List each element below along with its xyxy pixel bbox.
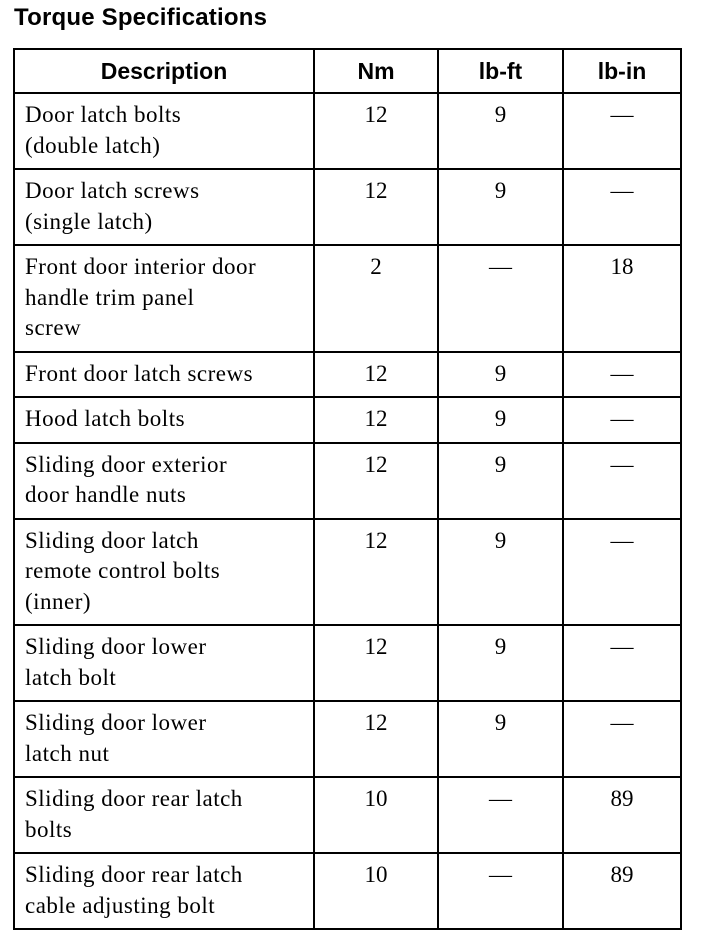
nm-cell: 2 <box>314 245 438 352</box>
lb-ft-cell: 9 <box>438 625 563 701</box>
description-line: Hood latch bolts <box>25 406 186 431</box>
description-line: (double latch) <box>25 132 161 158</box>
header-lb-in: lb-in <box>563 49 681 93</box>
table-row <box>14 777 681 853</box>
nm-cell: 10 <box>314 853 438 929</box>
description-cell <box>14 397 314 443</box>
lb-ft-cell: — <box>438 777 563 853</box>
description-line: Door latch bolts <box>25 102 182 127</box>
lb-ft-cell: 9 <box>438 93 563 169</box>
lb-ft-cell: 9 <box>438 443 563 519</box>
lb-in-cell: — <box>563 443 681 519</box>
header-lb-ft: lb-ft <box>438 49 563 93</box>
table-row <box>14 625 681 701</box>
lb-ft-cell: — <box>438 853 563 929</box>
description-cell <box>14 352 314 398</box>
nm-cell: 12 <box>314 397 438 443</box>
nm-cell: 12 <box>314 519 438 626</box>
lb-ft-cell: 9 <box>438 397 563 443</box>
nm-cell: 12 <box>314 352 438 398</box>
table-row <box>14 169 681 245</box>
description-cell <box>14 245 314 352</box>
table-header-row <box>14 49 681 93</box>
lb-in-cell: — <box>563 352 681 398</box>
description-line: (single latch) <box>25 208 153 234</box>
description-cell <box>14 625 314 701</box>
description-line: Front door latch screws <box>25 360 254 386</box>
nm-cell: 12 <box>314 443 438 519</box>
description-line: latch nut <box>25 740 110 766</box>
table-row <box>14 519 681 626</box>
lb-in-cell: 89 <box>563 777 681 853</box>
table-row <box>14 245 681 352</box>
page-title: Torque Specifications <box>14 4 268 31</box>
description-line: remote control bolts <box>25 558 221 583</box>
table-row <box>14 397 681 443</box>
description-cell <box>14 853 314 929</box>
description-cell <box>14 93 314 169</box>
description-line: Sliding door lower <box>25 710 207 735</box>
header-description: Description <box>14 49 314 93</box>
lb-ft-cell: 9 <box>438 701 563 777</box>
lb-in-cell: — <box>563 93 681 169</box>
table-row <box>14 853 681 929</box>
description-line: handle trim panel <box>25 284 195 310</box>
lb-in-cell: — <box>563 397 681 443</box>
table-row <box>14 701 681 777</box>
description-line: Front door interior door <box>25 254 257 279</box>
description-line: cable adjusting bolt <box>25 892 216 918</box>
lb-in-cell: — <box>563 169 681 245</box>
description-line: Door latch screws <box>25 178 200 203</box>
torque-spec-table <box>13 48 682 930</box>
nm-cell: 12 <box>314 169 438 245</box>
nm-cell: 10 <box>314 777 438 853</box>
description-cell <box>14 519 314 626</box>
description-line: bolts <box>25 816 73 842</box>
description-line: Sliding door lower <box>25 634 207 659</box>
description-line: screw <box>25 315 82 340</box>
description-line: Sliding door rear latch <box>25 786 243 811</box>
description-line: (inner) <box>25 588 92 614</box>
description-cell <box>14 169 314 245</box>
table-row <box>14 443 681 519</box>
table-row <box>14 93 681 169</box>
nm-cell: 12 <box>314 625 438 701</box>
description-cell <box>14 443 314 519</box>
lb-in-cell: — <box>563 625 681 701</box>
lb-in-cell: — <box>563 519 681 626</box>
description-line: latch bolt <box>25 664 117 690</box>
lb-ft-cell: 9 <box>438 169 563 245</box>
description-cell <box>14 701 314 777</box>
lb-in-cell: 18 <box>563 245 681 352</box>
lb-ft-cell: 9 <box>438 352 563 398</box>
description-cell <box>14 777 314 853</box>
header-nm: Nm <box>314 49 438 93</box>
description-line: Sliding door rear latch <box>25 862 243 887</box>
lb-ft-cell: — <box>438 245 563 352</box>
description-line: Sliding door exterior <box>25 451 228 477</box>
table-row <box>14 352 681 398</box>
nm-cell: 12 <box>314 701 438 777</box>
nm-cell: 12 <box>314 93 438 169</box>
lb-in-cell: — <box>563 701 681 777</box>
description-line: door handle nuts <box>25 482 187 507</box>
lb-in-cell: 89 <box>563 853 681 929</box>
lb-ft-cell: 9 <box>438 519 563 626</box>
description-line: Sliding door latch <box>25 527 199 553</box>
